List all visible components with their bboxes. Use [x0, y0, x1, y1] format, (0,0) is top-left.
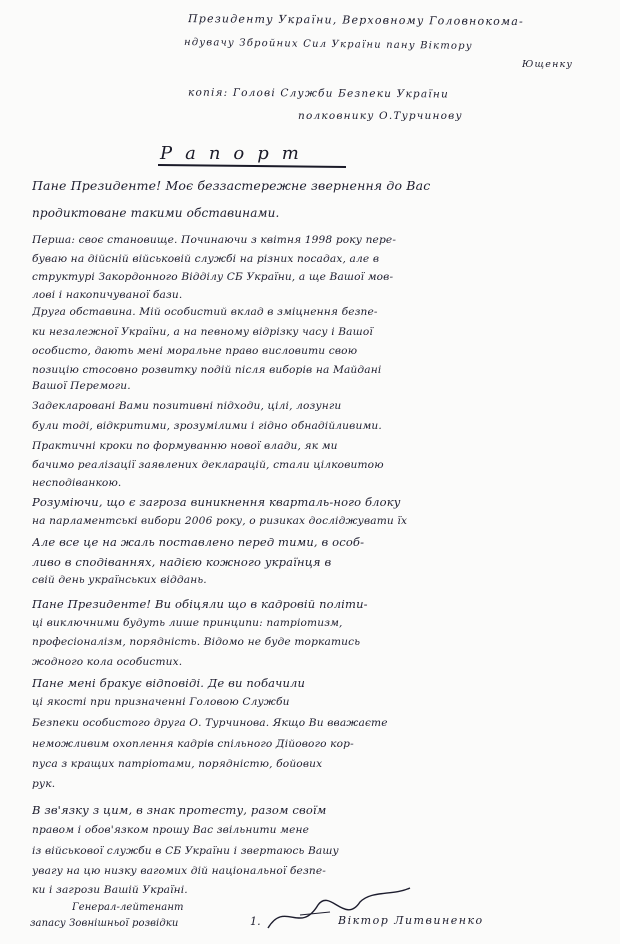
body-line: ці виключними будуть лише принципи: патріотизм,: [32, 617, 343, 629]
body-line: Перша: своє становище. Починаючи з квітня 1998 року пере-: [32, 234, 397, 246]
body-line: позицію стосовно розвитку подій після виборів на Майдані: [32, 364, 382, 376]
signatory-rank: Генерал-лейтенант: [72, 902, 184, 913]
body-line: Вашої Перемоги.: [32, 380, 131, 392]
body-line: були тоді, відкритими, зрозумілими і гідно обнадійливими.: [32, 420, 382, 432]
body-line: Задекларовані Вами позитивні підходи, цілі, лозунги: [32, 400, 342, 412]
body-line: Пане мені бракує відповіді. Де ви побачили: [32, 676, 306, 690]
body-line: Безпеки особистого друга О. Турчинова. Якщо Ви вважаєте: [32, 717, 388, 729]
body-line: лові і накопичуваної бази.: [32, 289, 183, 301]
body-line: ки і загрози Вашій Україні.: [32, 884, 188, 896]
body-line: неможливим охоплення кадрів спільного Дійового кор-: [32, 738, 354, 750]
body-line: Але все це на жаль поставлено перед тими, в особ-: [32, 535, 365, 549]
body-line: особисто, дають мені моральне право висловити свою: [32, 345, 358, 357]
body-line: буваю на дійсній військовій службі на різних посадах, але в: [32, 253, 380, 265]
body-line: Практичні кроки по формуванню нової влади, як ми: [32, 440, 338, 452]
copy-line-2: полковнику О.Турчинову: [298, 110, 463, 122]
body-line: жодного кола особистих.: [32, 656, 183, 668]
body-line: рук.: [32, 778, 56, 790]
copy-line-1: копія: Голові Служби Безпеки України: [187, 86, 450, 101]
addressee-line-1: Президенту України, Верховному Головнокома-: [187, 12, 525, 29]
body-line: Розуміючи, що є загроза виникнення кварталь-ного блоку: [32, 495, 401, 509]
body-line: Пане Президенте! Ви обіцяли що в кадровій політи-: [32, 597, 368, 611]
body-line: ливо в сподіваннях, надією кожного українця в: [32, 555, 332, 569]
body-line: пуса з кращих патріотами, порядністю, бойових: [32, 758, 323, 770]
body-line: професіоналізм, порядність. Відомо не буде торкатись: [32, 636, 361, 648]
report-title: Рапорт: [160, 143, 312, 164]
body-line: правом і обов'язком прошу Вас звільнити мене: [32, 824, 310, 836]
body-line: В зв'язку з цим, в знак протесту, разом своїм: [32, 803, 327, 817]
addressee-line-3: Ющенку: [522, 59, 574, 70]
body-line: структурі Закордонного Відділу СБ України, а ще Вашої мов-: [32, 271, 394, 283]
body-line: із військової служби в СБ України і звертаюсь Вашу: [32, 845, 339, 857]
signature-prefix: 1.: [250, 915, 261, 928]
body-line: бачимо реалізації заявлених декларацій, стали цілковитою: [32, 459, 384, 471]
body-line: Друга обставина. Мій особистий вклад в зміцнення безпе-: [32, 306, 378, 318]
body-line: увагу на цю низку вагомих дій національної безпе-: [32, 865, 327, 877]
body-line: свій день українських віддань.: [32, 574, 207, 586]
body-line: на парламентські вибори 2006 року, о ризиках досліджувати їх: [32, 515, 408, 527]
body-line: Пане Президенте! Моє беззастережне звернення до Вас: [32, 178, 431, 193]
body-line: ки незалежної України, а на певному відрізку часу і Вашої: [32, 326, 373, 338]
signature-name: Віктор Литвиненко: [338, 914, 484, 927]
addressee-line-2: ндувачу Збройних Сил України пану Віктору: [183, 36, 473, 53]
body-line: несподіванкою.: [32, 477, 122, 489]
body-line: продиктоване такими обставинами.: [32, 206, 280, 220]
body-line: ці якості при призначенні Головою Служби: [32, 696, 290, 708]
signatory-unit: запасу Зовнішньої розвідки: [30, 918, 179, 929]
